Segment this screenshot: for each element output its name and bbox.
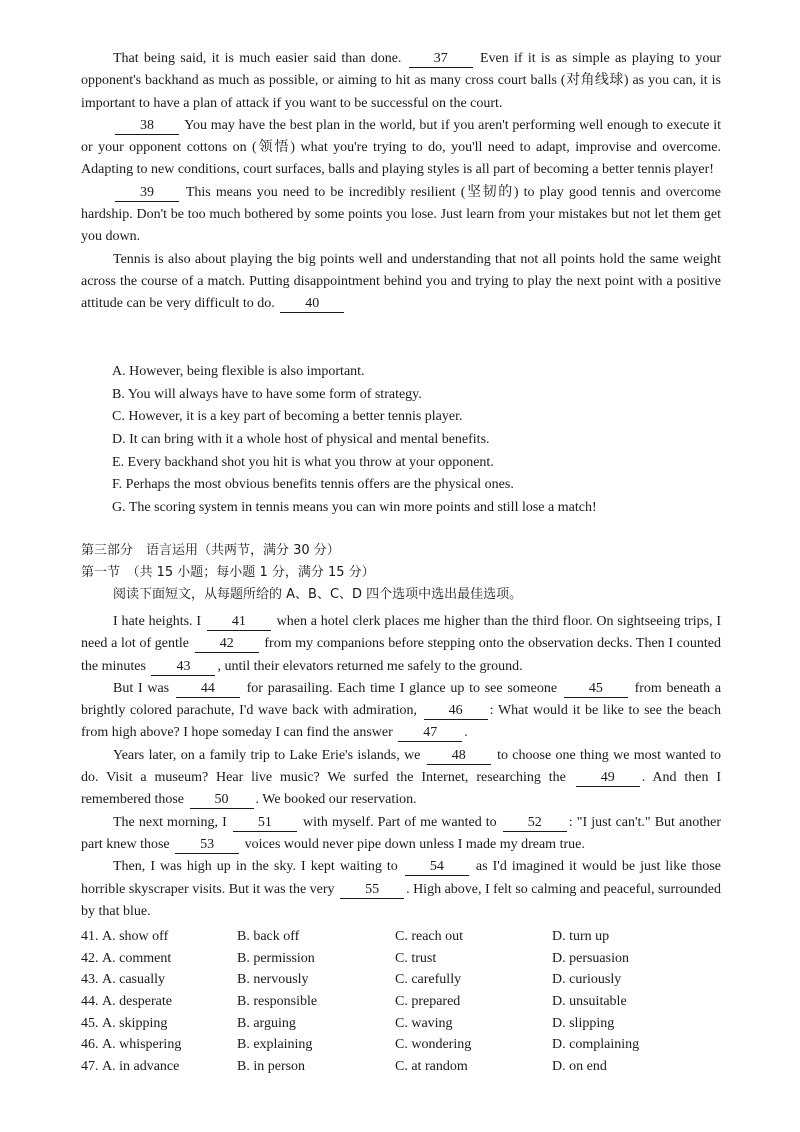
choice-d: D. curiously bbox=[552, 972, 622, 988]
option-c: C. However, it is a key part of becoming a better tennis player. bbox=[112, 409, 463, 425]
option-e: E. Every backhand shot you hit is what you throw at your opponent. bbox=[112, 454, 494, 470]
blank-44: 44 bbox=[176, 681, 240, 698]
choice-c: C. prepared bbox=[395, 994, 461, 1010]
question-row bbox=[81, 948, 721, 970]
paragraph: 39 This means you need to be incredibly resilient (坚韧的) to play good tennis and overcome hardship. Don't be too much bothered by some points you lose. Just learn from your mistakes but not let them get you down. bbox=[81, 184, 721, 245]
choice-c: C. reach out bbox=[395, 929, 464, 944]
choice-a: 41. A. show off bbox=[81, 929, 169, 944]
choice-b: B. nervously bbox=[237, 972, 309, 988]
passage-tennis bbox=[81, 48, 721, 316]
question-row bbox=[81, 926, 721, 948]
blank-42: 42 bbox=[195, 636, 259, 653]
paragraph: The next morning, I 51 with myself. Part of me wanted to 52 : "I just can't." But another part knew those 53 voices would never pipe down unless I made my dream true. bbox=[81, 814, 722, 852]
question-row bbox=[81, 1034, 721, 1056]
blank-43: 43 bbox=[151, 659, 215, 676]
choice-c: C. trust bbox=[395, 950, 437, 966]
paragraph: I hate heights. I 41 when a hotel clerk places me higher than the third floor. On sightseeing trips, I need a lot of gentle 42 from my companions before stepping onto the observation decks. Then I counted the minutes 43 , until their elevators returned me safely to the ground. bbox=[81, 614, 722, 674]
option-list bbox=[112, 361, 712, 520]
choice-d: D. complaining bbox=[552, 1037, 640, 1053]
choice-a: 44. A. desperate bbox=[81, 994, 172, 1010]
blank-52: 52 bbox=[503, 815, 567, 832]
option-g: G. The scoring system in tennis means you can win more points and still lose a match! bbox=[112, 500, 597, 516]
paragraph: 38 You may have the best plan in the world, but if you aren't performing well enough to execute it or your opponent cottons on (领悟) what you're trying to do, you'll need to adapt, improvise and overcome. Adapting to new conditions, court surfaces, balls and playing styles is all part of becoming a better tennis player! bbox=[81, 117, 722, 178]
blank-54: 54 bbox=[405, 859, 469, 876]
option-b: B. You will always have to have some form of strategy. bbox=[112, 386, 422, 402]
choice-b: B. arguing bbox=[237, 1015, 296, 1031]
choice-a: 42. A. comment bbox=[81, 950, 172, 966]
choice-b: B. permission bbox=[237, 950, 315, 966]
choice-a: 43. A. casually bbox=[81, 972, 165, 988]
paragraph: Then, I was high up in the sky. I kept waiting to 54 as I'd imagined it would be just like those horrible skyscraper visits. But it was the very 55 . High above, I felt so calming and peaceful, surrounded by that blue. bbox=[81, 859, 722, 919]
blank-38: 38 bbox=[115, 118, 179, 135]
choice-b: B. explaining bbox=[237, 1037, 313, 1053]
blank-49: 49 bbox=[576, 770, 640, 787]
blank-55: 55 bbox=[340, 882, 404, 899]
choice-d: D. on end bbox=[552, 1059, 607, 1075]
choice-b: B. back off bbox=[237, 929, 300, 944]
blank-47: 47 bbox=[398, 725, 462, 742]
choice-a: 45. A. skipping bbox=[81, 1015, 168, 1031]
choice-c: C. at random bbox=[395, 1059, 468, 1075]
blank-37: 37 bbox=[409, 51, 473, 68]
choice-c: C. wondering bbox=[395, 1037, 472, 1053]
blank-50: 50 bbox=[190, 792, 254, 809]
choice-a: 46. A. whispering bbox=[81, 1037, 182, 1053]
choice-d: D. persuasion bbox=[552, 950, 629, 966]
option-f: F. Perhaps the most obvious benefits tennis offers are the physical ones. bbox=[112, 477, 514, 493]
question-row bbox=[81, 1056, 721, 1078]
option-a: A. However, being flexible is also important. bbox=[112, 364, 365, 379]
question-grid bbox=[81, 926, 721, 1078]
choice-b: B. responsible bbox=[237, 994, 318, 1010]
blank-41: 41 bbox=[207, 614, 271, 631]
question-row bbox=[81, 1013, 721, 1035]
choice-d: D. turn up bbox=[552, 929, 610, 944]
choice-d: D. unsuitable bbox=[552, 994, 627, 1010]
blank-46: 46 bbox=[424, 703, 488, 720]
blank-53: 53 bbox=[175, 837, 239, 854]
section-header bbox=[81, 540, 721, 606]
section-instructions: 阅读下面短文，从每题所给的 A、B、C、D 四个选项中选出最佳选项。 bbox=[113, 587, 523, 602]
blank-51: 51 bbox=[233, 815, 297, 832]
paragraph: Years later, on a family trip to Lake Erie's islands, we 48 to choose one thing we most wanted to do. Visit a museum? Hear live music? We surfed the Internet, researching the 49 . And then I remembered those 50 . We booked our reservation. bbox=[81, 747, 721, 808]
section-sub-title: 第一节 （共 15 小题；每小题 1 分，满分 15 分） bbox=[81, 565, 375, 580]
paragraph: But I was 44 for parasailing. Each time I glance up to see someone 45 from beneath a brightly colored parachute, I'd wave back with admiration, 46 : What would it be like to see the beach from high above? I hope someday I can find the answer 47 . bbox=[81, 680, 722, 741]
question-row bbox=[81, 969, 721, 991]
blank-39: 39 bbox=[115, 185, 179, 202]
choice-d: D. slipping bbox=[552, 1015, 615, 1031]
question-row bbox=[81, 991, 721, 1013]
passage-parasailing bbox=[81, 611, 721, 923]
paragraph: That being said, it is much easier said than done. 37 Even if it is as simple as playing to your opponent's backhand as much as possible, or aiming to hit as many cross court balls (对角线球) as you can, it is important to have a plan of attack if you want to be successful on the court. bbox=[81, 51, 721, 111]
choice-c: C. carefully bbox=[395, 972, 462, 988]
blank-45: 45 bbox=[564, 681, 628, 698]
choice-a: 47. A. in advance bbox=[81, 1059, 180, 1075]
paragraph: Tennis is also about playing the big points well and understanding that not all points hold the same weight across the course of a match. Putting disappointment behind you and trying to play the next point with a positive attitude can be very difficult to do. 40 bbox=[81, 251, 721, 312]
choice-c: C. waving bbox=[395, 1015, 453, 1031]
blank-40: 40 bbox=[280, 296, 344, 313]
option-d: D. It can bring with it a whole host of physical and mental benefits. bbox=[112, 432, 490, 448]
blank-48: 48 bbox=[427, 748, 491, 765]
section-part-title: 第三部分 语言运用（共两节，满分 30 分） bbox=[81, 543, 340, 558]
choice-b: B. in person bbox=[237, 1059, 306, 1075]
